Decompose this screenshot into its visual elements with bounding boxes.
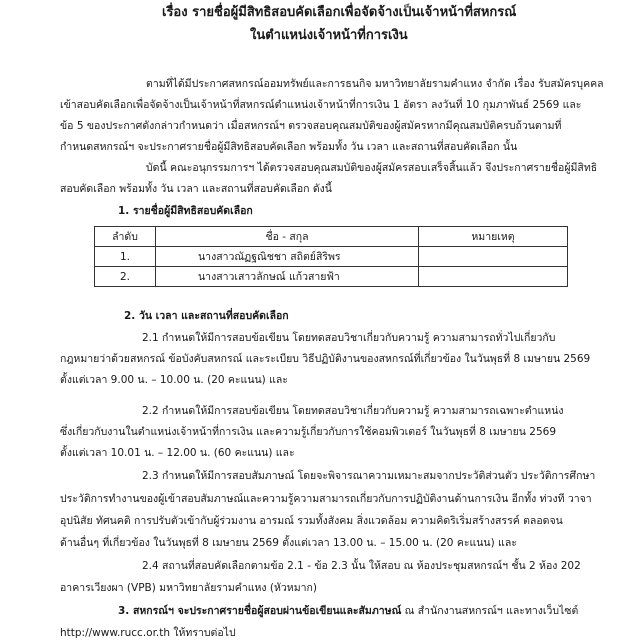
s24-line-2: อาคารเวียงผา (VPB) มหาวิทยาลัยรามคำแหง (หัวหมาก) — [60, 582, 317, 594]
table-cell-order: 1. — [95, 247, 156, 267]
s24-line-1: 2.4 สถานที่สอบคัดเลือกตามข้อ 2.1 - ข้อ 2.3 นั้น ให้สอบ ณ ห้องประชุมสหกรณ์ฯ ชั้น 2 ห้อง 202 — [142, 560, 581, 572]
now-line-1: บัดนี้ คณะอนุกรรมการฯ ได้ตรวจสอบคุณสมบัติของผู้สมัครสอบเสร็จสิ้นแล้ว จึงประกาศรายชื่อผู้มีสิทธิ — [146, 162, 598, 174]
table-cell-name: นางสาวณัฏฐณิชชา สถิตย์สิริพร — [156, 247, 419, 267]
intro-line-3: ข้อ 5 ของประกาศดังกล่าวกำหนดว่า เมื่อสหกรณ์ฯ ตรวจสอบคุณสมบัติของผู้สมัครหากมีคุณสมบัติครบถ้วนตามที่ — [60, 120, 562, 132]
s23-line-1: 2.3 กำหนดให้มีการสอบสัมภาษณ์ โดยจะพิจารณาความเหมาะสมจากประวัติส่วนตัว ประวัติการศึกษา — [142, 470, 596, 482]
now-line-2: สอบคัดเลือก พร้อมทั้ง วัน เวลา และสถานที่สอบคัดเลือก ดังนี้ — [60, 183, 332, 195]
section3-line-1 — [118, 604, 578, 618]
s21-line-2: กฎหมายว่าด้วยสหกรณ์ ข้อบังคับสหกรณ์ และระเบียบ วิธีปฏิบัติงานของสหกรณ์ที่เกี่ยวข้อง ในวันพุธที่ 8 เมษายน 2569 — [60, 353, 591, 365]
s23-line-2: ประวัติการทำงานของผู้เข้าสอบสัมภาษณ์และความรู้ความสามารถเกี่ยวกับการปฏิบัติงานด้านการเงิน อีกทั้ง ท่วงที วาจา — [60, 493, 592, 505]
s22-line-3: ตั้งแต่เวลา 10.01 น. – 12.00 น. (60 คะแนน) และ — [60, 447, 295, 459]
document-title-line2: ในตำแหน่งเจ้าหน้าที่การเงิน — [250, 28, 408, 43]
s22-line-1: 2.2 กำหนดให้มีการสอบข้อเขียน โดยทดสอบวิชาเกี่ยวกับความรู้ ความสามารถเฉพาะตำแหน่ง — [142, 405, 564, 417]
table-cell-remark — [419, 247, 568, 267]
section3-line-2: http://www.rucc.or.th ให้ทราบต่อไป — [60, 627, 236, 639]
s23-line-3: อุปนิสัย ทัศนคติ การปรับตัวเข้ากับผู้ร่วมงาน อารมณ์ รวมทั้งสังคม สิ่งแวดล้อม ความคิดริเริ่มสร้างสรรค์ ตลอดจน — [60, 515, 563, 527]
table-row — [95, 247, 568, 267]
intro-line-2: เข้าสอบคัดเลือกเพื่อจัดจ้างเป็นเจ้าหน้าที่สหกรณ์ตำแหน่งเจ้าหน้าที่การเงิน 1 อัตรา ลงวันที่ 10 กุมภาพันธ์ 2569 และ — [60, 99, 582, 111]
section3-heading-rest: ณ สำนักงานสหกรณ์ฯ และทางเว็บไซต์ — [401, 605, 579, 617]
table-header-remark: หมายเหตุ — [419, 227, 568, 247]
document-title-line1: เรื่อง รายชื่อผู้มีสิทธิสอบคัดเลือกเพื่อจัดจ้างเป็นเจ้าหน้าที่สหกรณ์ — [162, 5, 517, 20]
intro-line-1: ตามที่ได้มีประกาศสหกรณ์ออมทรัพย์และการธนกิจ มหาวิทยาลัยรามคำแหง จำกัด เรื่อง รับสมัครบุคคล — [146, 78, 604, 90]
table-header-order: ลำดับ — [95, 227, 156, 247]
candidate-table — [94, 226, 568, 287]
table-row — [95, 267, 568, 287]
table-cell-order: 2. — [95, 267, 156, 287]
s21-line-3: ตั้งแต่เวลา 9.00 น. – 10.00 น. (20 คะแนน) และ — [60, 374, 288, 386]
table-header-name: ชื่อ - สกุล — [156, 227, 419, 247]
s23-line-4: ด้านอื่นๆ ที่เกี่ยวข้อง ในวันพุธที่ 8 เมษายน 2569 ตั้งแต่เวลา 13.00 น. – 15.00 น. (20 คะแนน) และ — [60, 537, 517, 549]
table-cell-name: นางสาวเสาวลักษณ์ แก้วสายฟ้า — [156, 267, 419, 287]
section1-heading: 1. รายชื่อผู้มีสิทธิสอบคัดเลือก — [118, 205, 253, 217]
s22-line-2: ซึ่งเกี่ยวกับงานในตำแหน่งเจ้าหน้าที่การเงิน และความรู้เกี่ยวกับการใช้คอมพิวเตอร์ ในวันพุธที่ 8 เมษายน 2569 — [60, 426, 557, 438]
section2-heading: 2. วัน เวลา และสถานที่สอบคัดเลือก — [124, 310, 289, 322]
table-header-row — [95, 227, 568, 247]
table-cell-remark — [419, 267, 568, 287]
s21-line-1: 2.1 กำหนดให้มีการสอบข้อเขียน โดยทดสอบวิชาเกี่ยวกับความรู้ ความสามารถทั่วไปเกี่ยวกับ — [142, 332, 556, 344]
intro-line-4: กำหนดสหกรณ์ฯ จะประกาศรายชื่อผู้มีสิทธิสอบคัดเลือก พร้อมทั้ง วัน เวลา และสถานที่สอบคัดเลือก นั้น — [60, 141, 518, 153]
section3-heading: 3. สหกรณ์ฯ จะประกาศรายชื่อผู้สอบผ่านข้อเขียนและสัมภาษณ์ — [118, 605, 402, 617]
